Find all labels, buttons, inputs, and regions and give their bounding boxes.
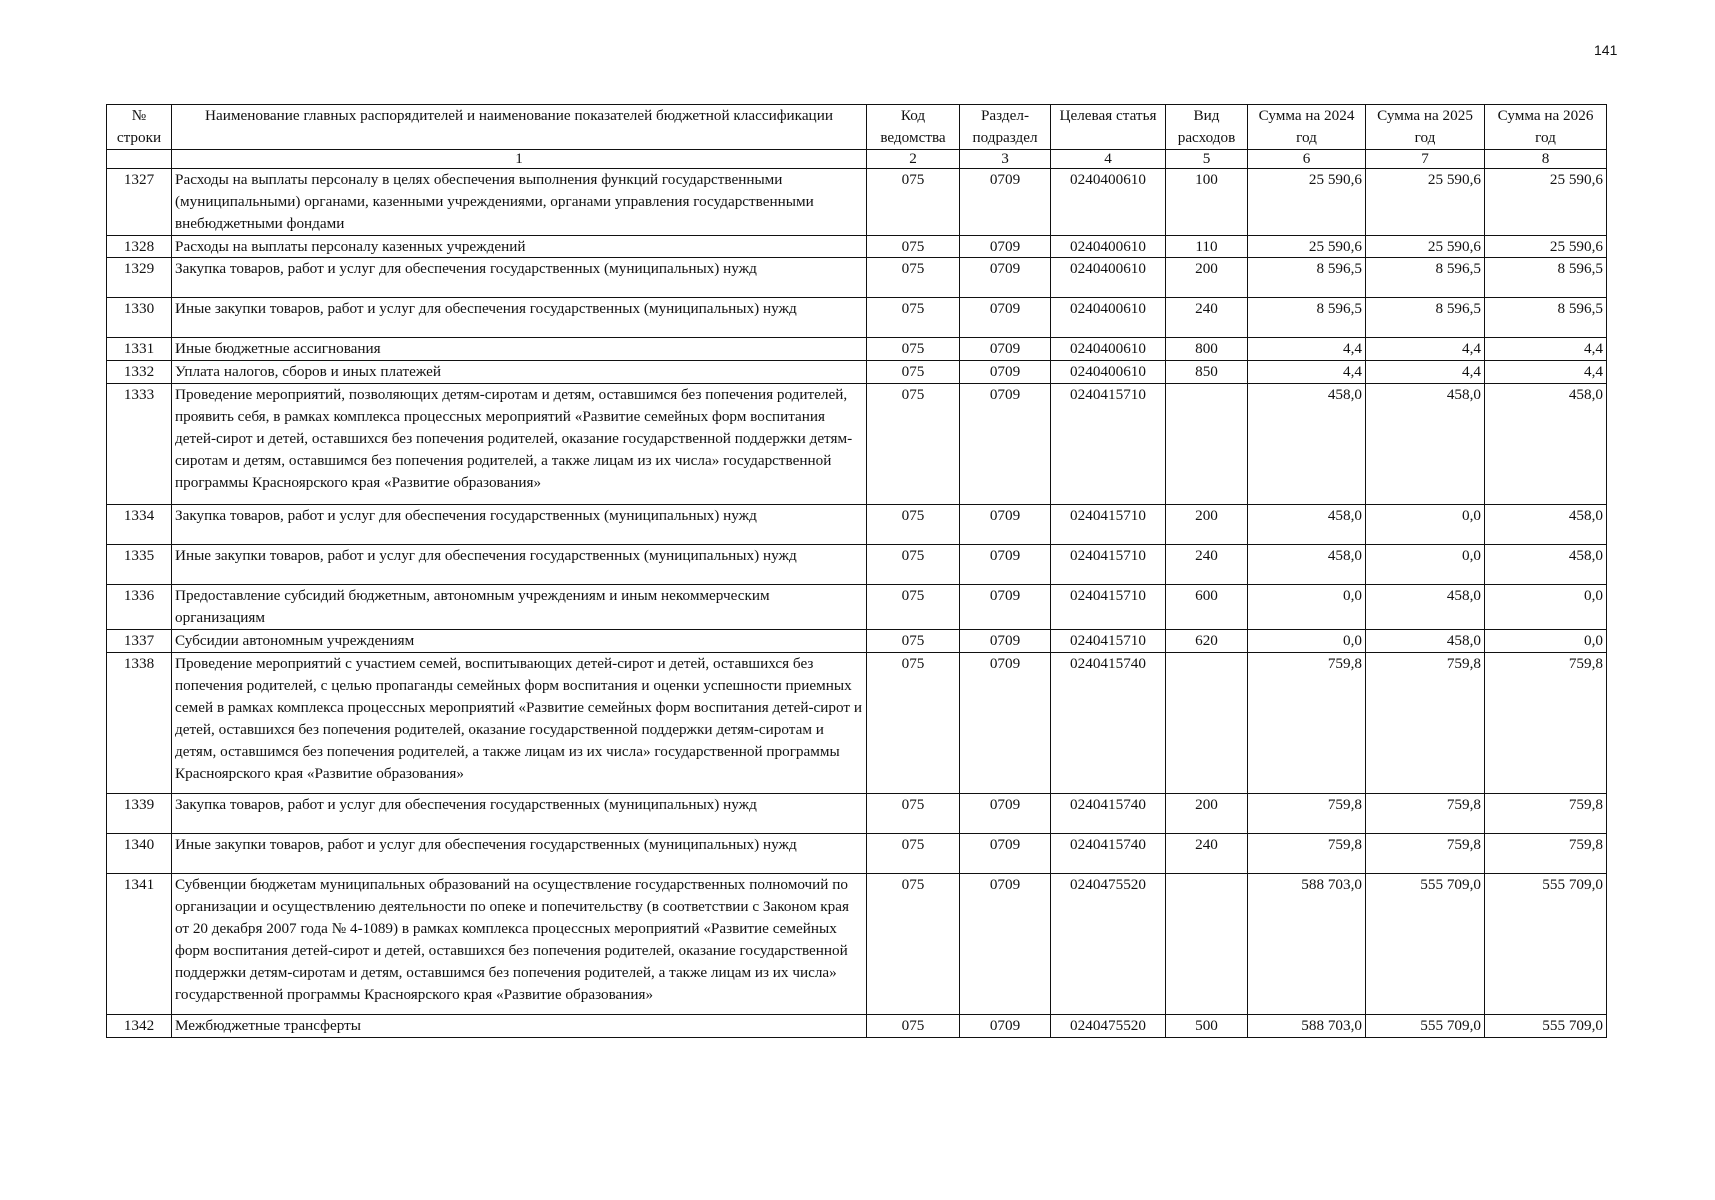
- column-number-blank: [107, 149, 172, 168]
- row-number: 1338: [107, 652, 172, 793]
- table-body: [107, 168, 1607, 1037]
- table-row: [107, 585, 1607, 630]
- table-row: [107, 630, 1607, 653]
- row-cel: 0240415710: [1051, 585, 1166, 630]
- table-row: [107, 258, 1607, 298]
- column-number: 2: [867, 149, 960, 168]
- row-razd: 0709: [960, 793, 1051, 833]
- row-name: Закупка товаров, работ и услуг для обеспечения государственных (муниципальных) нужд: [172, 793, 867, 833]
- column-number: 3: [960, 149, 1051, 168]
- row-sum-2024: 25 590,6: [1248, 168, 1366, 235]
- page-number: 141: [1594, 42, 1618, 58]
- row-sum-2025: 8 596,5: [1366, 298, 1485, 338]
- row-cel: 0240400610: [1051, 361, 1166, 384]
- row-sum-2026: 759,8: [1485, 833, 1607, 873]
- row-razd: 0709: [960, 361, 1051, 384]
- row-sum-2026: 4,4: [1485, 361, 1607, 384]
- row-cel: 0240415710: [1051, 630, 1166, 653]
- row-ved: 075: [867, 630, 960, 653]
- row-sum-2026: 4,4: [1485, 338, 1607, 361]
- row-vid: 800: [1166, 338, 1248, 361]
- row-vid: 240: [1166, 833, 1248, 873]
- row-number: 1339: [107, 793, 172, 833]
- table-row: [107, 873, 1607, 1014]
- row-number: 1327: [107, 168, 172, 235]
- row-sum-2024: 0,0: [1248, 585, 1366, 630]
- row-name: Иные бюджетные ассигнования: [172, 338, 867, 361]
- row-vid: 240: [1166, 545, 1248, 585]
- row-sum-2026: 458,0: [1485, 545, 1607, 585]
- row-number: 1342: [107, 1014, 172, 1037]
- row-sum-2024: 588 703,0: [1248, 1014, 1366, 1037]
- row-sum-2025: 25 590,6: [1366, 235, 1485, 258]
- row-number: 1333: [107, 384, 172, 505]
- header-razd: Раздел-подраздел: [960, 105, 1051, 150]
- row-number: 1331: [107, 338, 172, 361]
- row-name: Иные закупки товаров, работ и услуг для обеспечения государственных (муниципальных) нужд: [172, 833, 867, 873]
- row-razd: 0709: [960, 873, 1051, 1014]
- row-sum-2026: 0,0: [1485, 630, 1607, 653]
- row-vid: [1166, 652, 1248, 793]
- row-razd: 0709: [960, 168, 1051, 235]
- row-cel: 0240475520: [1051, 873, 1166, 1014]
- header-row-no: № строки: [107, 105, 172, 150]
- row-cel: 0240400610: [1051, 235, 1166, 258]
- column-numbers-row: [107, 149, 1607, 168]
- row-cel: 0240415710: [1051, 384, 1166, 505]
- row-cel: 0240415710: [1051, 505, 1166, 545]
- row-number: 1341: [107, 873, 172, 1014]
- row-name: Межбюджетные трансферты: [172, 1014, 867, 1037]
- row-name: Закупка товаров, работ и услуг для обеспечения государственных (муниципальных) нужд: [172, 505, 867, 545]
- column-number: 7: [1366, 149, 1485, 168]
- row-sum-2024: 458,0: [1248, 384, 1366, 505]
- row-sum-2024: 458,0: [1248, 545, 1366, 585]
- row-number: 1328: [107, 235, 172, 258]
- row-cel: 0240400610: [1051, 338, 1166, 361]
- row-razd: 0709: [960, 258, 1051, 298]
- row-name: Проведение мероприятий с участием семей, воспитывающих детей-сирот и детей, оставшихся без попечения родителей, с целью пропаганды семейных форм воспитания и оценки успешности приемных семей в рамках комплекса процессных мероприятий «Развитие семейных форм воспитания детей-сирот и детей, оставшихся без попечения родителей, оказание государственной поддержки детям-сиротам и детям, оставшимся без попечения родителей, а также лицам из их числа» государственной программы Красноярского края «Развитие образования»: [172, 652, 867, 793]
- table-row: [107, 793, 1607, 833]
- row-ved: 075: [867, 258, 960, 298]
- row-sum-2024: 8 596,5: [1248, 258, 1366, 298]
- row-number: 1329: [107, 258, 172, 298]
- row-vid: 200: [1166, 793, 1248, 833]
- row-number: 1340: [107, 833, 172, 873]
- table-row: [107, 361, 1607, 384]
- row-sum-2025: 458,0: [1366, 384, 1485, 505]
- row-sum-2024: 25 590,6: [1248, 235, 1366, 258]
- row-sum-2024: 4,4: [1248, 361, 1366, 384]
- row-razd: 0709: [960, 384, 1051, 505]
- row-vid: 200: [1166, 505, 1248, 545]
- row-name: Закупка товаров, работ и услуг для обеспечения государственных (муниципальных) нужд: [172, 258, 867, 298]
- header-s2026: Сумма на 2026 год: [1485, 105, 1607, 150]
- row-sum-2026: 555 709,0: [1485, 873, 1607, 1014]
- row-sum-2026: 555 709,0: [1485, 1014, 1607, 1037]
- row-sum-2024: 4,4: [1248, 338, 1366, 361]
- row-razd: 0709: [960, 585, 1051, 630]
- row-sum-2025: 0,0: [1366, 505, 1485, 545]
- row-razd: 0709: [960, 1014, 1051, 1037]
- row-sum-2025: 555 709,0: [1366, 1014, 1485, 1037]
- row-sum-2025: 458,0: [1366, 585, 1485, 630]
- table-row: [107, 298, 1607, 338]
- row-name: Предоставление субсидий бюджетным, автономным учреждениям и иным некоммерческим организациям: [172, 585, 867, 630]
- row-ved: 075: [867, 545, 960, 585]
- row-name: Субвенции бюджетам муниципальных образований на осуществление государственных полномочий по организации и осуществлению деятельности по опеке и попечительству (в соответствии с Законом края от 20 декабря 2007 года № 4-1089) в рамках комплекса процессных мероприятий «Развитие семейных форм воспитания детей-сирот и детей, оставшихся без попечения родителей, оказание государственной поддержки детям-сиротам и детям, оставшимся без попечения родителей, а также лицам из их числа» государственной программы Красноярского края «Развитие образования»: [172, 873, 867, 1014]
- row-cel: 0240415740: [1051, 793, 1166, 833]
- row-vid: 620: [1166, 630, 1248, 653]
- row-sum-2025: 0,0: [1366, 545, 1485, 585]
- row-sum-2024: 458,0: [1248, 505, 1366, 545]
- header-cel: Целевая статья: [1051, 105, 1166, 150]
- header-s2025: Сумма на 2025 год: [1366, 105, 1485, 150]
- row-sum-2025: 8 596,5: [1366, 258, 1485, 298]
- column-number: 8: [1485, 149, 1607, 168]
- row-ved: 075: [867, 361, 960, 384]
- row-ved: 075: [867, 1014, 960, 1037]
- table-row: [107, 338, 1607, 361]
- row-number: 1336: [107, 585, 172, 630]
- row-vid: 850: [1166, 361, 1248, 384]
- table-header: [107, 105, 1607, 169]
- row-cel: 0240400610: [1051, 168, 1166, 235]
- row-name: Расходы на выплаты персоналу казенных учреждений: [172, 235, 867, 258]
- row-sum-2024: 759,8: [1248, 652, 1366, 793]
- table-row: [107, 545, 1607, 585]
- row-number: 1337: [107, 630, 172, 653]
- row-sum-2025: 759,8: [1366, 833, 1485, 873]
- row-razd: 0709: [960, 505, 1051, 545]
- row-sum-2026: 25 590,6: [1485, 168, 1607, 235]
- row-ved: 075: [867, 793, 960, 833]
- row-sum-2025: 4,4: [1366, 338, 1485, 361]
- row-sum-2024: 759,8: [1248, 793, 1366, 833]
- row-vid: [1166, 384, 1248, 505]
- row-vid: 110: [1166, 235, 1248, 258]
- row-vid: 500: [1166, 1014, 1248, 1037]
- row-razd: 0709: [960, 652, 1051, 793]
- row-razd: 0709: [960, 833, 1051, 873]
- table-row: [107, 1014, 1607, 1037]
- table-row: [107, 505, 1607, 545]
- row-name: Расходы на выплаты персоналу в целях обеспечения выполнения функций государственными (муниципальными) органами, казенными учреждениями, органами управления государственными внебюджетными фондами: [172, 168, 867, 235]
- row-sum-2024: 8 596,5: [1248, 298, 1366, 338]
- row-number: 1330: [107, 298, 172, 338]
- row-sum-2026: 458,0: [1485, 505, 1607, 545]
- row-sum-2025: 4,4: [1366, 361, 1485, 384]
- row-cel: 0240400610: [1051, 258, 1166, 298]
- row-name: Субсидии автономным учреждениям: [172, 630, 867, 653]
- table-row: [107, 652, 1607, 793]
- row-name: Проведение мероприятий, позволяющих детям-сиротам и детям, оставшимся без попечения родителей, проявить себя, в рамках комплекса процессных мероприятий «Развитие семейных форм воспитания детей-сирот и детей, оставшихся без попечения родителей, оказание государственной поддержки детям-сиротам и детям, оставшимся без попечения родителей, а также лицам из их числа» государственной программы Красноярского края «Развитие образования»: [172, 384, 867, 505]
- row-sum-2025: 759,8: [1366, 652, 1485, 793]
- row-number: 1332: [107, 361, 172, 384]
- row-razd: 0709: [960, 545, 1051, 585]
- row-vid: 600: [1166, 585, 1248, 630]
- row-sum-2026: 759,8: [1485, 793, 1607, 833]
- row-name: Иные закупки товаров, работ и услуг для обеспечения государственных (муниципальных) нужд: [172, 298, 867, 338]
- column-number: 5: [1166, 149, 1248, 168]
- table-row: [107, 168, 1607, 235]
- header-s2024: Сумма на 2024 год: [1248, 105, 1366, 150]
- row-razd: 0709: [960, 630, 1051, 653]
- row-ved: 075: [867, 235, 960, 258]
- row-ved: 075: [867, 585, 960, 630]
- row-ved: 075: [867, 338, 960, 361]
- row-name: Иные закупки товаров, работ и услуг для обеспечения государственных (муниципальных) нужд: [172, 545, 867, 585]
- row-name: Уплата налогов, сборов и иных платежей: [172, 361, 867, 384]
- row-razd: 0709: [960, 298, 1051, 338]
- row-sum-2026: 25 590,6: [1485, 235, 1607, 258]
- row-cel: 0240415740: [1051, 833, 1166, 873]
- row-sum-2025: 25 590,6: [1366, 168, 1485, 235]
- table-row: [107, 384, 1607, 505]
- column-number: 1: [172, 149, 867, 168]
- row-sum-2024: 0,0: [1248, 630, 1366, 653]
- header-name: Наименование главных распорядителей и наименование показателей бюджетной классификации: [172, 105, 867, 150]
- row-ved: 075: [867, 298, 960, 338]
- row-ved: 075: [867, 505, 960, 545]
- budget-table: [106, 104, 1607, 1038]
- row-sum-2024: 588 703,0: [1248, 873, 1366, 1014]
- header-ved: Код ведомства: [867, 105, 960, 150]
- row-razd: 0709: [960, 338, 1051, 361]
- row-sum-2026: 8 596,5: [1485, 258, 1607, 298]
- row-vid: 100: [1166, 168, 1248, 235]
- row-sum-2026: 8 596,5: [1485, 298, 1607, 338]
- row-vid: 240: [1166, 298, 1248, 338]
- row-vid: [1166, 873, 1248, 1014]
- table-row: [107, 235, 1607, 258]
- row-vid: 200: [1166, 258, 1248, 298]
- row-ved: 075: [867, 652, 960, 793]
- row-ved: 075: [867, 873, 960, 1014]
- row-ved: 075: [867, 168, 960, 235]
- row-sum-2026: 0,0: [1485, 585, 1607, 630]
- column-number: 6: [1248, 149, 1366, 168]
- row-sum-2026: 759,8: [1485, 652, 1607, 793]
- row-sum-2025: 759,8: [1366, 793, 1485, 833]
- row-sum-2025: 555 709,0: [1366, 873, 1485, 1014]
- row-cel: 0240415740: [1051, 652, 1166, 793]
- row-cel: 0240415710: [1051, 545, 1166, 585]
- row-razd: 0709: [960, 235, 1051, 258]
- row-number: 1335: [107, 545, 172, 585]
- row-sum-2025: 458,0: [1366, 630, 1485, 653]
- row-number: 1334: [107, 505, 172, 545]
- row-ved: 075: [867, 384, 960, 505]
- table-row: [107, 833, 1607, 873]
- row-ved: 075: [867, 833, 960, 873]
- row-sum-2026: 458,0: [1485, 384, 1607, 505]
- header-vid: Вид расходов: [1166, 105, 1248, 150]
- row-cel: 0240400610: [1051, 298, 1166, 338]
- column-number: 4: [1051, 149, 1166, 168]
- row-sum-2024: 759,8: [1248, 833, 1366, 873]
- row-cel: 0240475520: [1051, 1014, 1166, 1037]
